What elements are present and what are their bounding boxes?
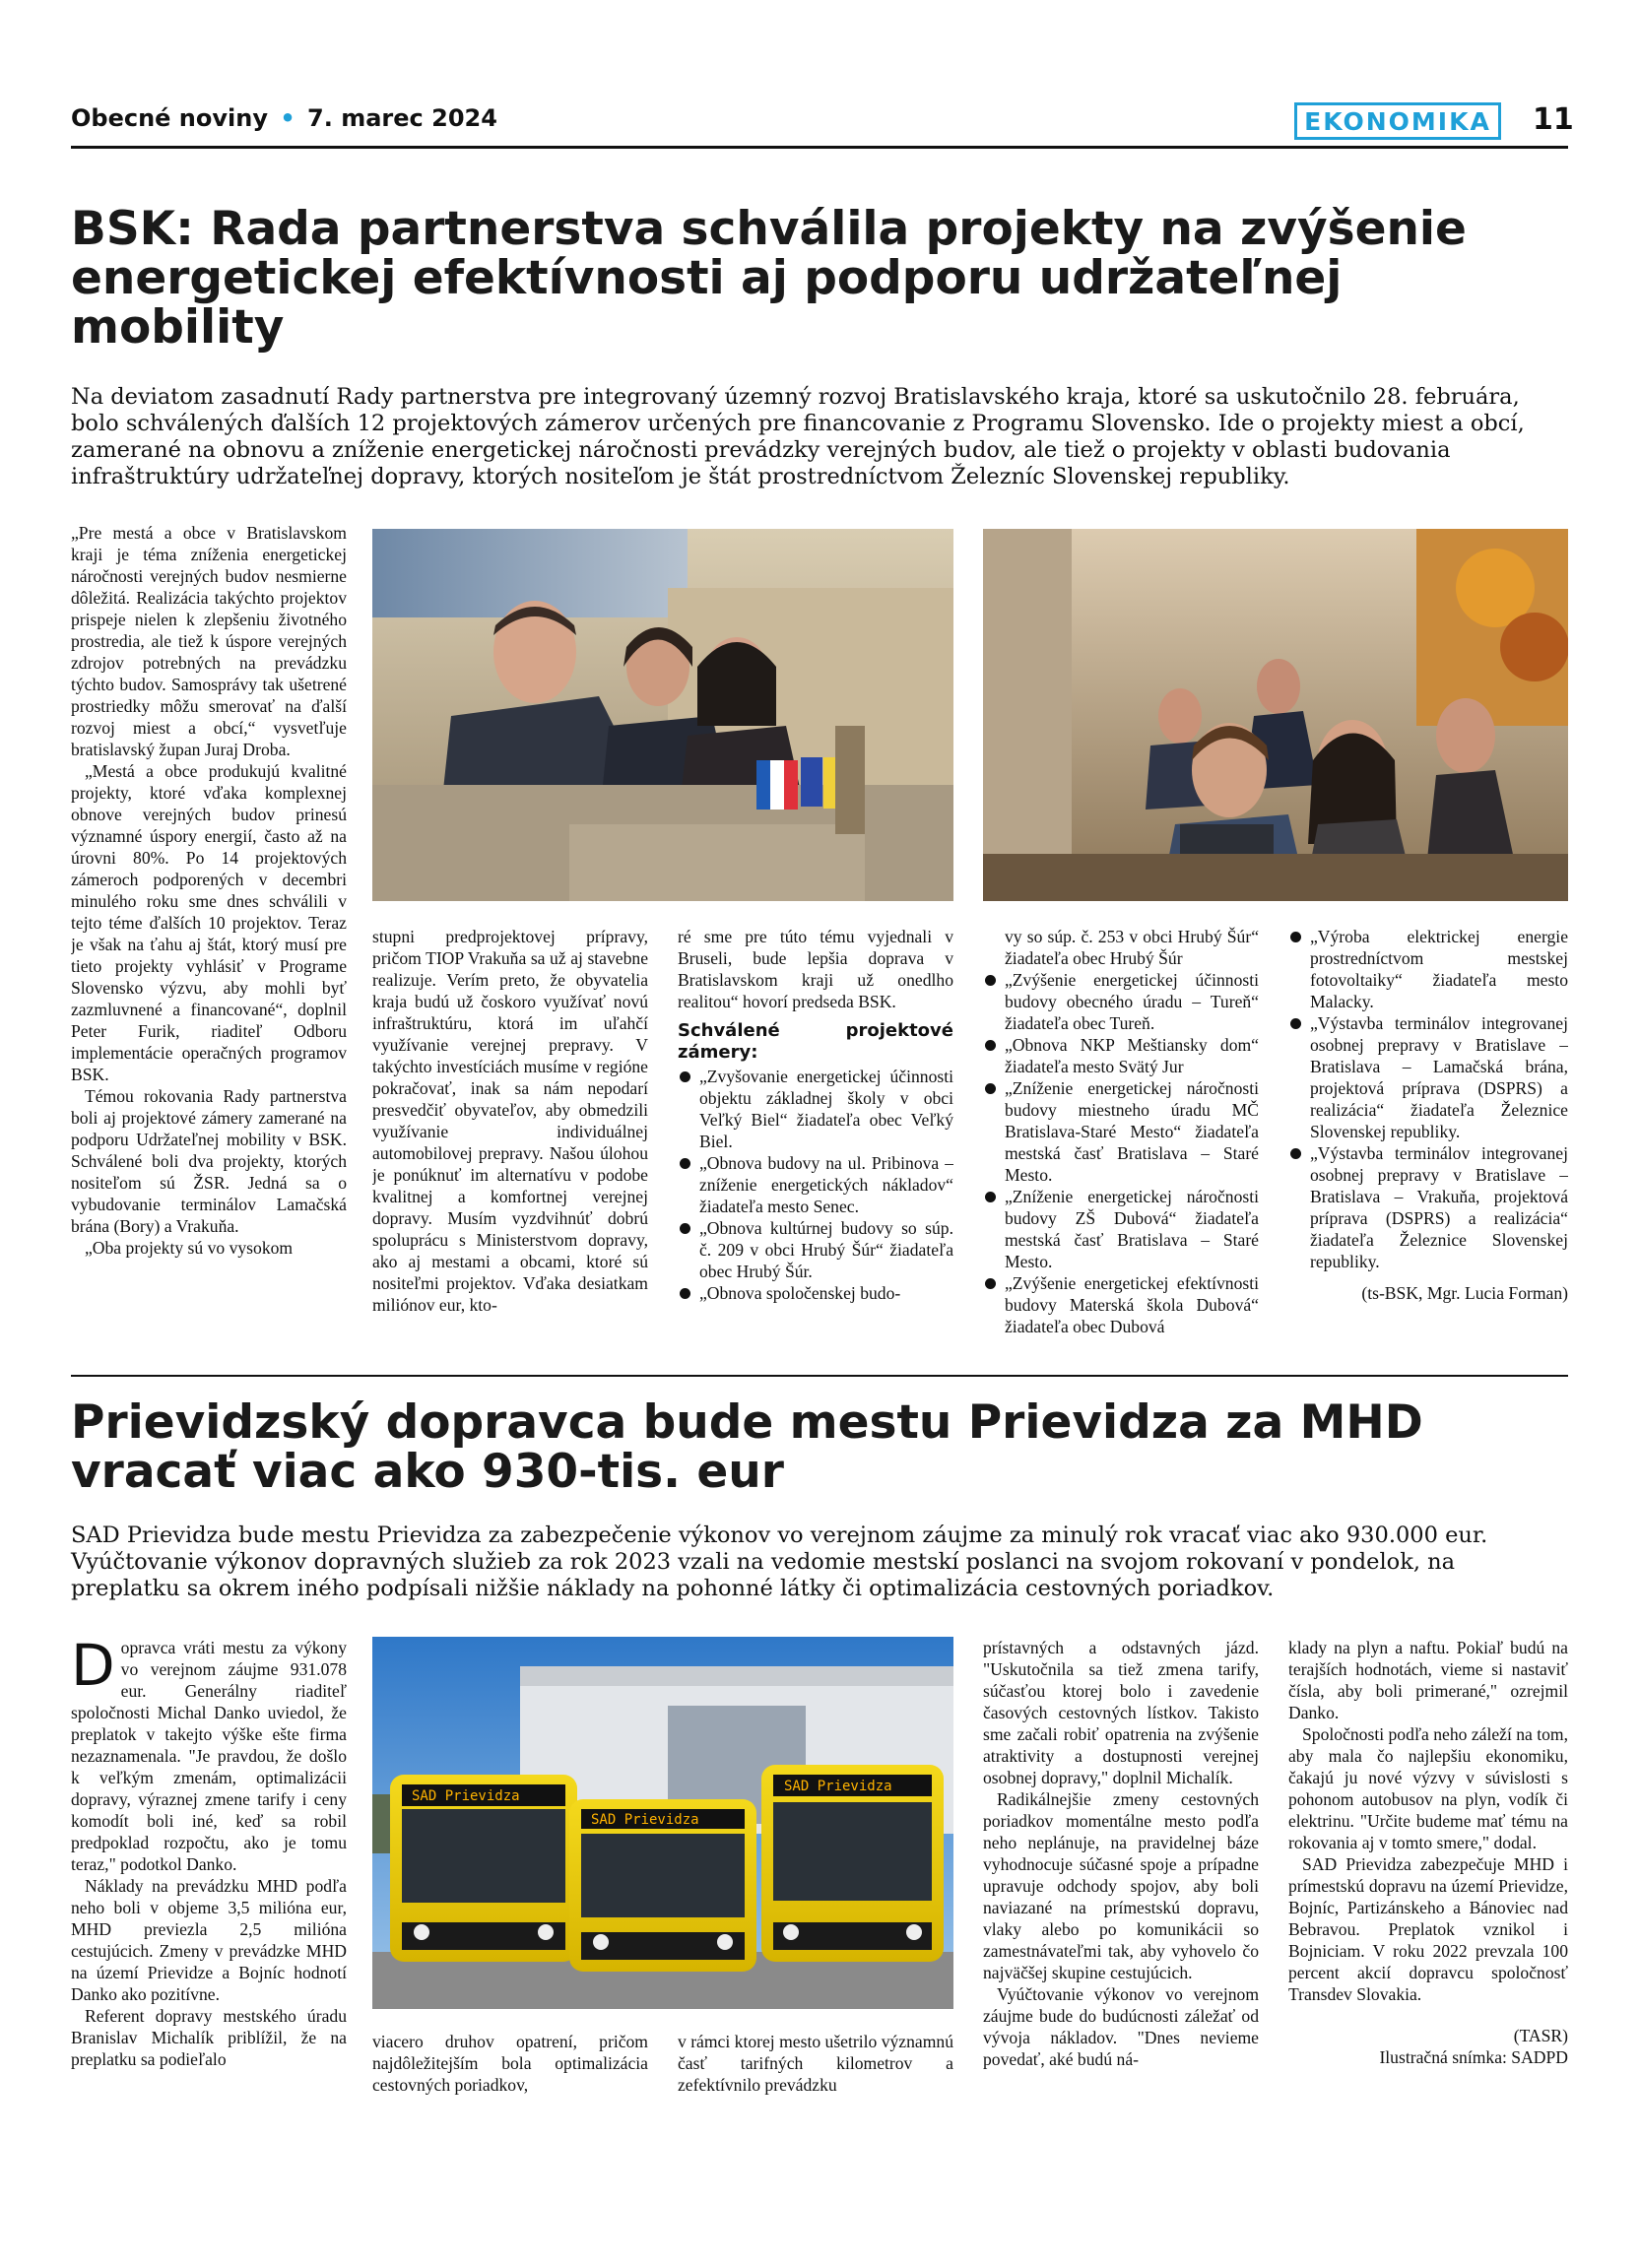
list-item: „Obnova kultúrnej budovy so súp. č. 209 v obci Hrubý Šúr“ žiadateľa obec Hrubý Šúr. [678, 1217, 953, 1282]
paragraph: Náklady na prevádzku MHD podľa neho boli v objeme 3,5 milióna eur, MHD previezla 2,5 milióna cestujúcich. Zmeny v prevádzke MHD na území Prievidze a Bojníc hodnotí Danko ako pozitívne. [71, 1876, 347, 2004]
article2-column-5 [1288, 1637, 1568, 2188]
issue-date: 7. marec 2024 [307, 104, 497, 132]
list-item: „Zníženie energetickej náročnosti budovy miestneho úradu MČ Bratislava-Staré Mesto“ žiadateľa mestská časť Bratislava – Staré Mesto. [983, 1077, 1259, 1186]
article2-column-1 [71, 1637, 347, 2188]
header-rule [71, 146, 1568, 149]
list-item: „Výstavba terminálov integrovanej osobnej prepravy v Bratislave – Bratislava – Lamačská brána, projektová príprava (DSPRS) a realizácia“ žiadateľa Železnice Slovenskej republiky. [1288, 1012, 1568, 1142]
paragraph: prístavných a odstavných jázd. "Uskutočnila sa tiež zmena tarify, súčasťou ktorej bolo i zavedenie časových cestovných lístkov. Takisto sme začali robiť opatrenia na zvýšenie atraktivity a dostupnosti verejnej osobnej dopravy," doplnil Michalík. [983, 1638, 1259, 1787]
bullet-icon [680, 1288, 690, 1299]
list-item: „Výstavba terminálov integrovanej osobnej prepravy v Bratislave – Bratislava – Vrakuňa, projektová príprava (DSPRS) a realizácia“ žiadateľa Železnice Slovenskej republiky. [1288, 1142, 1568, 1272]
paragraph: ré sme pre túto tému vyjednali v Bruseli, bude lepšia doprava v Bratislavskom kraji už onedlho realitou“ hovorí predseda BSK. [678, 927, 953, 1011]
photo-credit: Ilustračná snímka: SADPD [1379, 2047, 1568, 2067]
bullet-icon [985, 1083, 996, 1094]
paragraph: Referent dopravy mestského úradu Branislav Michalík priblížil, že na preplatku sa podieľalo [71, 2006, 347, 2069]
bullet-icon [1290, 932, 1301, 942]
paper-name: Obecné noviny [71, 104, 268, 132]
bullet-icon [680, 1158, 690, 1169]
list-item: „Obnova spoločenskej budo- [678, 1282, 953, 1304]
buses-photo-image [372, 1637, 953, 2009]
article2-lead: SAD Prievidza bude mestu Prievidza za zabezpečenie výkonov vo verejnom záujme za minulý rok vracať viac ako 930.000 eur. Vyúčtovanie výkonov dopravných služieb za rok 2023 vzali na vedomie mestskí poslanci na svojom rokovaní v pondelok, na preplatku sa okrem iného podpísali nižšie náklady na pohonné látky či optimalizácia cestovných poriadkov. [71, 1523, 1488, 1601]
paragraph: „Pre mestá a obce v Bratislavskom kraji je téma zníženia energetickej náročnosti verejných budov nesmierne dôležitá. Realizácia takýchto projektov prispeje nielen k zlepšeniu životného prostredia, ale tiež k úspore verejných zdrojov potrebných na prevádzku týchto budov. Samosprávy tak ušetrené prostriedky môžu smerovať na ďalší rozvoj miest a obcí,“ vysvetľuje bratislavský župan Juraj Droba. [71, 523, 347, 759]
paragraph: „Oba projekty sú vo vysokom [85, 1238, 294, 1258]
bullet-icon [1290, 1018, 1301, 1029]
paragraph: vy so súp. č. 253 v obci Hrubý Šúr“ žiadateľa obec Hrubý Šúr [1005, 927, 1259, 968]
paragraph: Spoločnosti podľa neho záleží na tom, aby mala čo najlepšiu ekonomiku, čakajú ju nové výzvy v súvislosti s pohonom autobusov na plyn, vodík či elektrinu. "Určite budeme mať tému na rokovania aj v tomto smere," dodal. [1288, 1724, 1568, 1852]
article1-column-4 [983, 926, 1259, 1359]
subhead-approved-projects: Schválené projektové zámery: [678, 1020, 953, 1063]
conference-photo-1 [372, 529, 953, 901]
article2-title: Prievidzský dopravca bude mestu Prievidza za MHD vracať viac ako 930-tis. eur [71, 1395, 1423, 1499]
paragraph: Vyúčtovanie výkonov vo verejnom záujme bude do budúcnosti záležať od vývoja nákladov. "Dnes nevieme povedať, aké budú ná- [983, 1984, 1259, 2069]
list-item: „Zníženie energetickej náročnosti budovy ZŠ Dubová“ žiadateľa mestská časť Bratislava – Staré Mesto. [983, 1186, 1259, 1272]
bus-sign-3: SAD Prievidza [784, 1779, 892, 1794]
conference-photo-2 [983, 529, 1568, 901]
article1-column-5 [1288, 926, 1568, 1359]
paragraph: viacero druhov opatrení, pričom najdôležitejším bola optimalizácia cestovných poriadkov, [372, 2032, 648, 2095]
list-item: „Obnova budovy na ul. Pribinova – zníženie energetických nákladov“ žiadateľa mesto Senec. [678, 1152, 953, 1217]
list-item: „Zvýšenie energetickej účinnosti budovy obecného úradu – Tureň“ žiadateľa obec Tureň. [983, 969, 1259, 1034]
article1-column-3 [678, 926, 953, 1359]
bullet-icon [985, 1192, 996, 1202]
article1-title: BSK: Rada partnerstva schválila projekty na zvýšenie energetickej efektívnosti aj podporu udržateľnej mobility [71, 202, 1467, 355]
article1-signature: (ts-BSK, Mgr. Lucia Forman) [1361, 1283, 1568, 1303]
article1-column-1 [71, 522, 347, 1359]
article2-signature: (TASR) [1513, 2026, 1568, 2045]
bullet-icon [985, 1040, 996, 1051]
bullet-icon [985, 1278, 996, 1289]
paragraph: SAD Prievidza zabezpečuje MHD i prímestskú dopravu na území Prievidze, Bojníc, Partizánskeho a Bánoviec nad Bebravou. Preplatok vznikol i Bojniciam. V roku 2022 prevzala 100 percent akcií dopravcu spoločnosť Transdev Slovakia. [1288, 1854, 1568, 2004]
list-item: „Obnova NKP Meštiansky dom“ žiadateľa mesto Svätý Jur [983, 1034, 1259, 1077]
article-divider [71, 1375, 1568, 1377]
section-label: EKONOMIKA [1294, 102, 1501, 140]
conference-photo-1-image [372, 529, 953, 901]
article1-lead: Na deviatom zasadnutí Rady partnerstva pre integrovaný územný rozvoj Bratislavského kraja, ktoré sa uskutočnilo 28. februára, bolo schválených ďalších 12 projektových zámerov určených pre financovanie z Programu Slovensko. Ide o projekty miest a obcí, zamerané na obnovu a zníženie energetickej náročnosti prevádzky verejných budov, ale tiež o projekty v oblasti budovania infraštruktúry udržateľnej dopravy, ktorých nositeľom je štát prostredníctvom Železníc Slovenskej republiky. [71, 384, 1525, 489]
article1-column-2 [372, 926, 648, 1359]
paragraph: v rámci ktorej mesto ušetrilo významnú časť tarifných kilometrov a zefektívnilo prevádzku [678, 2032, 953, 2095]
bus-sign-1: SAD Prievidza [412, 1788, 520, 1804]
bullet-icon [680, 1071, 690, 1082]
article2-column-4 [983, 1637, 1259, 2188]
paragraph: Radikálnejšie zmeny cestovných poriadkov momentálne mesto podľa neho neplánuje, na pravidelnej báze vyhodnocuje súčasné spoje a prípadne upravuje odchody spojov, aby boli naviazané na prímestskú dopravu, vlaky alebo po komunikácii so zamestnávateľmi tak, aby vyhovelo čo najväčšej skupine cestujúcich. [983, 1789, 1259, 1982]
masthead [71, 104, 497, 132]
paragraph: klady na plyn a naftu. Pokiaľ budú na terajších hodnotách, vieme si nastaviť čísla, aby boli primerané," ozrejmil Danko. [1288, 1638, 1568, 1722]
buses-photo [372, 1637, 953, 2009]
paragraph: stupni predprojektovej prípravy, pričom TIOP Vrakuňa sa už aj stavebne realizuje. Verím preto, že obyvatelia kraja budú už čoskoro využívať novú infraštruktúru, ktorá im uľahčí využívanie verejnej prepravy. V takýchto investíciách musíme v regióne pokračovať, inak sa nám nepodarí presvedčiť obyvateľov, aby obmedzili využívanie individuálnej automobilovej prepravy. Našou úlohou je ponúknuť im alternatívu v podobe kvalitnej a komfortnej verejnej dopravy. Musím vyzdvihnúť dobrú spoluprácu s Ministerstvom dopravy, ako aj mestami a obcami, ktoré sú nositeľmi projektov. Vďaka desiatkam miliónov eur, kto- [372, 927, 648, 1315]
bullet-icon [985, 975, 996, 986]
paragraph: „Mestá a obce produkujú kvalitné projekty, ktoré vďaka komplexnej obnove verejných budov prinesú významné úspory energií, často až na úrovni 80%. Po 14 projektových zámeroch podporených v decembri minulého roku sme dnes schválili v tejto téme ďalších 10 projektov. Teraz je však na ťahu aj štát, ktorý musí pre tieto projekty vyhlásiť v Programe Slovensko výzvu, aby mohli byť zazmluvnené a financované“, doplnil Peter Furik, riaditeľ Odboru implementácie operačných programov BSK. [71, 761, 347, 1084]
drop-cap: D [71, 1637, 115, 1699]
bullet-icon [680, 1223, 690, 1234]
conference-photo-2-image [983, 529, 1568, 901]
paragraph: Témou rokovania Rady partnerstva boli aj projektové zámery zamerané na podporu Udržateľnej mobility v BSK. Schválené boli dva projekty, ktorých nositeľom sú ŽSR. Jedná sa o vybudovanie terminálov Lamačská brána (Bory) a Vrakuňa. [71, 1086, 347, 1236]
separator-dot: • [280, 104, 295, 132]
list-item: „Výroba elektrickej energie prostredníctvom mestskej fotovoltaiky“ žiadateľa mesto Malacky. [1288, 926, 1568, 1012]
article2-column-3 [678, 2031, 953, 2149]
bullet-icon [1290, 1148, 1301, 1159]
page-number: 11 [1533, 102, 1574, 137]
list-item: „Zvyšovanie energetickej účinnosti objektu základnej školy v obci Veľký Biel“ žiadateľa obec Veľký Biel. [678, 1066, 953, 1152]
bus-sign-2: SAD Prievidza [591, 1812, 699, 1828]
paragraph: Dopravca vráti mestu za výkony vo verejnom záujme 931.078 eur. Generálny riaditeľ spoločnosti Michal Danko uviedol, že preplatok v takejto výške ešte firma nezaznamenala. "Je pravdou, že došlo k veľkým zmenám, optimalizácii dopravy, výraznej zmene tarify i ceny komodít boli iné, keď sa robil predpoklad rozpočtu, ako je tomu teraz," podotkol Danko. [71, 1637, 347, 1874]
list-item: „Zvýšenie energetickej efektívnosti budovy Materská škola Dubová“ žiadateľa obec Dubová [983, 1272, 1259, 1337]
article2-column-2 [372, 2031, 648, 2149]
